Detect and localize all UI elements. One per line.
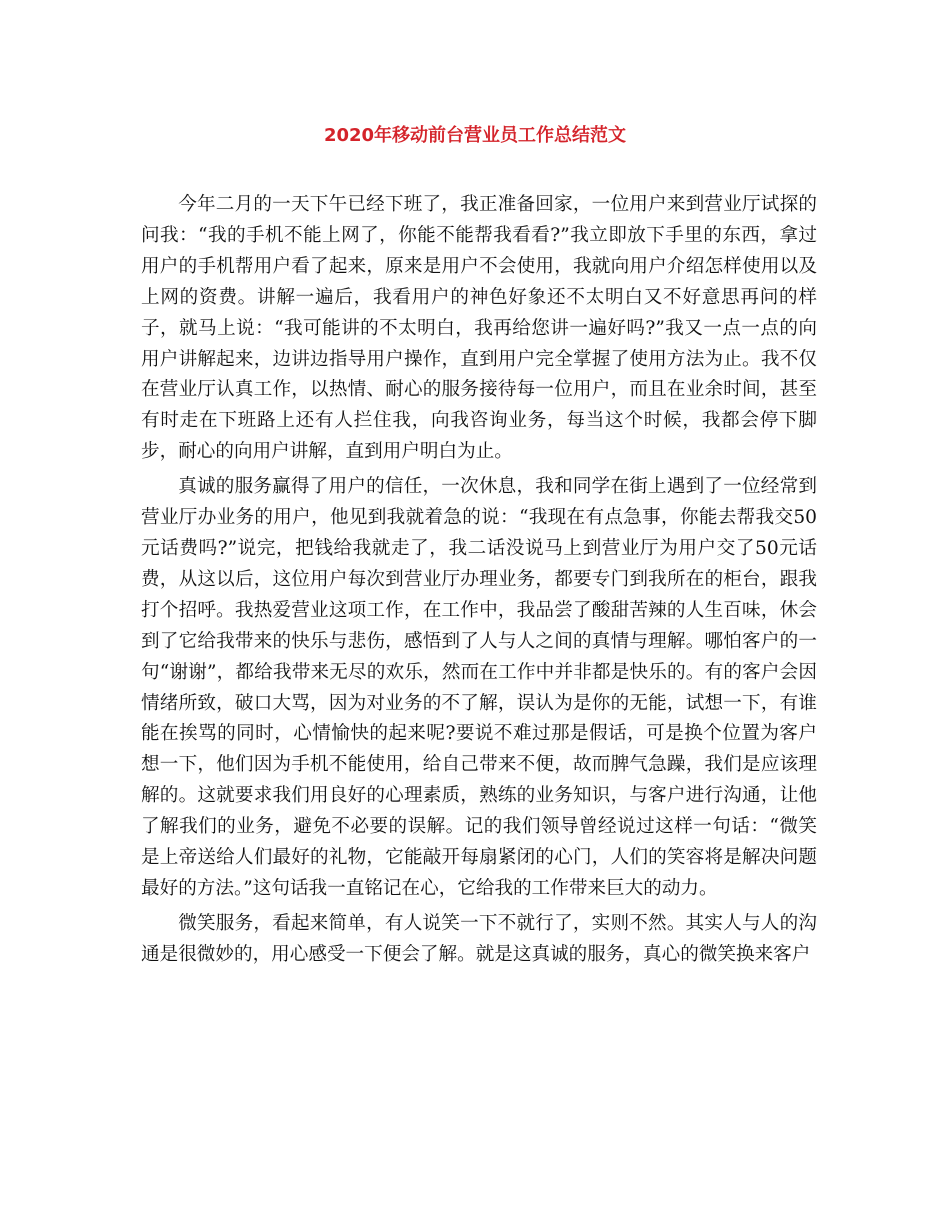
paragraph-3: 微笑服务，看起来简单，有人说笑一下不就行了，实则不然。其实人与人的沟通是很微妙的，用心感受一下便会了解。就是这真诚的服务，真心的微笑换来客户 bbox=[141, 912, 817, 965]
paragraph-2: 真诚的服务赢得了用户的信任，一次休息，我和同学在街上遇到了一位经常到营业厅办业务的用户，他见到我就着急的说：“我现在有点急事，你能去帮我交50元话费吗?”说完，把钱给我就走了，我二话没说马上到营业厅为用户交了50元话费，从这以后，这位用户每次到营业厅办理业务，都要专门到我所在的柜台，跟我打个招呼。我热爱营业这项工作，在工作中，我品尝了酸甜苦辣的人生百味，休会到了它给我带来的快乐与悲伤，感悟到了人与人之间的真情与理解。哪怕客户的一句“谢谢”，都给我带来无尽的欢乐，然而在工作中并非都是快乐的。有的客户会因情绪所致，破口大骂，因为对业务的不了解，误认为是你的无能，试想一下，有谁能在挨骂的同时，心情愉快的起来呢?要说不难过那是假话，可是换个位置为客户想一下，他们因为手机不能使用，给自己带来不便，故而脾气急躁，我们是应该理解的。这就要求我们用良好的心理素质，熟练的业务知识，与客户进行沟通，让他了解我们的业务，避免不必要的误解。记的我们领导曾经说过这样一句话：“微笑是上帝送给人们最好的礼物，它能敲开每扇紧闭的心门，人们的笑容将是解决问题最好的方法。”这句话我一直铭记在心，它给我的工作带来巨大的动力。 bbox=[141, 476, 817, 899]
document-title: 2020年移动前台营业员工作总结范文 bbox=[323, 125, 627, 146]
paragraph-1: 今年二月的一天下午已经下班了，我正准备回家，一位用户来到营业厅试探的问我：“我的手机不能上网了，你能不能帮我看看?”我立即放下手里的东西，拿过用户的手机帮用户看了起来，原来是用户不会使用，我就向用户介绍怎样使用以及上网的资费。讲解一遍后，我看用户的神色好象还不太明白又不好意思再问的样子，就马上说：“我可能讲的不太明白，我再给您讲一遍好吗?”我又一点一点的向用户讲解起来，边讲边指导用户操作，直到用户完全掌握了使用方法为止。我不仅在营业厅认真工作，以热情、耐心的服务接待每一位用户，而且在业余时间，甚至有时走在下班路上还有人拦住我，向我咨询业务，每当这个时候，我都会停下脚步，耐心的向用户讲解，直到用户明白为止。 bbox=[141, 194, 817, 463]
document-body bbox=[141, 190, 817, 975]
